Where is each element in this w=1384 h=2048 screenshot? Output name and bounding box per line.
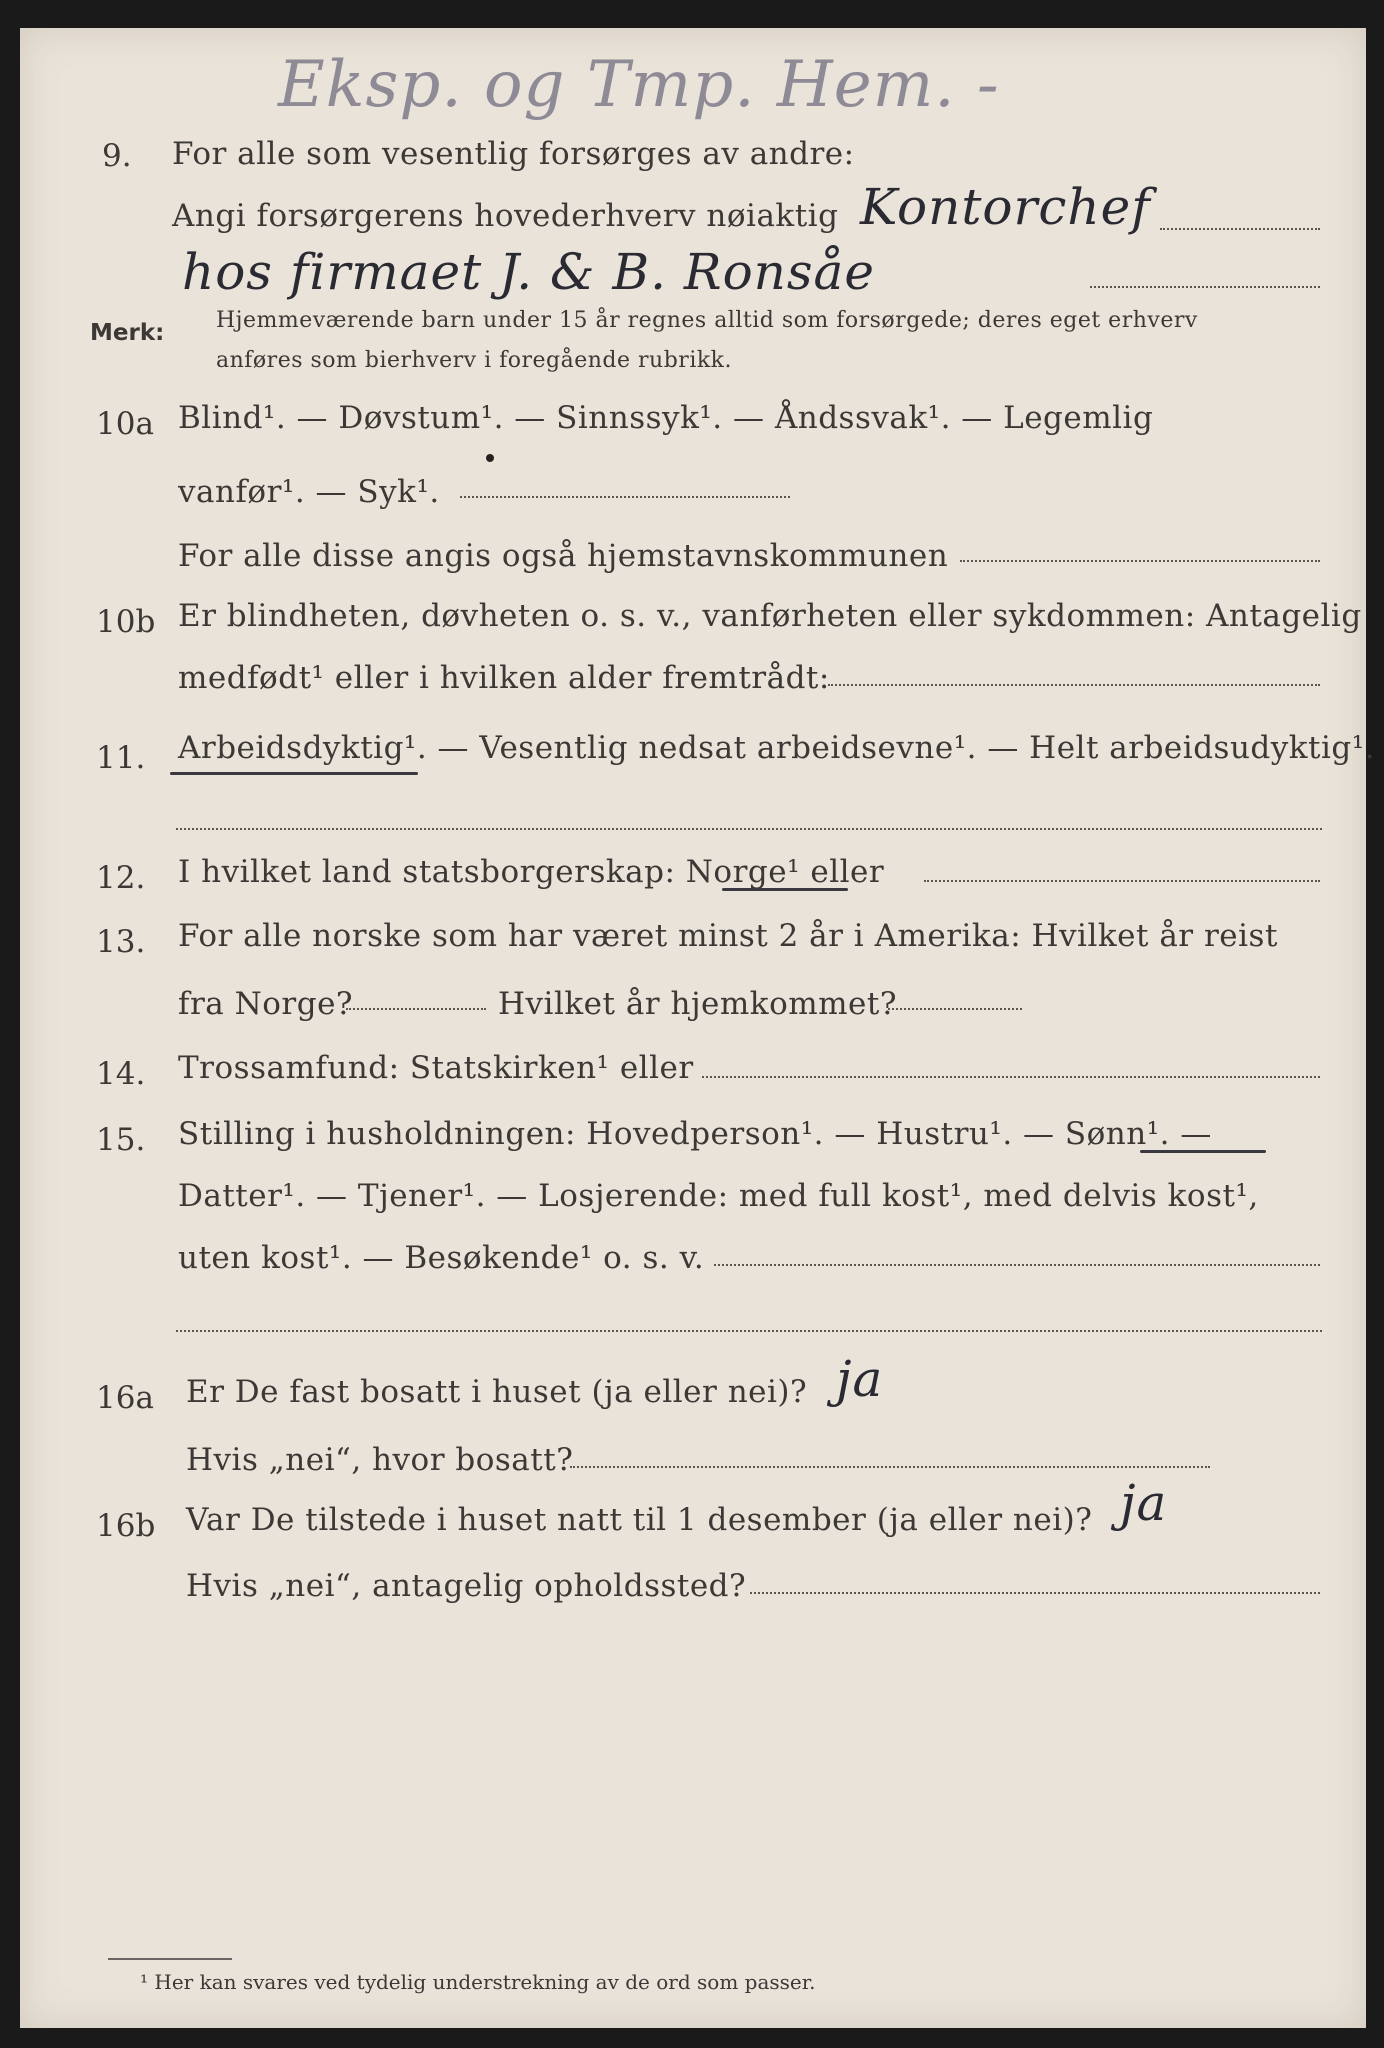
q11-number: 11. (96, 740, 146, 776)
q13-fill-line2 (888, 1008, 1022, 1010)
pencil-note: Eksp. og Tmp. Hem. - (278, 48, 1000, 122)
merk-line1: Hjemmeværende barn under 15 år regnes alltid som forsørgede; deres eget erhverv (216, 308, 1198, 333)
q10a-fill-line2 (960, 560, 1320, 562)
q9-fill-line2 (1090, 286, 1320, 288)
q13-line1: For alle norske som har været minst 2 år i Amerika: Hvilket år reist (178, 918, 1278, 954)
q13-number: 13. (96, 924, 146, 960)
q14-line1: Trossamfund: Statskirken¹ eller (178, 1050, 694, 1086)
q14-fill-line (702, 1076, 1320, 1078)
q16b-answer: ja (1120, 1474, 1168, 1532)
q10b-line1: Er blindheten, døvheten o. s. v., vanførheten eller sykdommen: Antagelig (178, 598, 1362, 634)
q16a-line1: Er De fast bosatt i huset (ja eller nei)? (186, 1374, 808, 1410)
q10a-number: 10a (96, 406, 154, 442)
q16a-number: 16a (96, 1380, 154, 1416)
q13-line2b: Hvilket år hjemkommet? (498, 986, 897, 1022)
q12-handwritten-underline (722, 888, 848, 891)
merk-label: Merk: (90, 320, 165, 346)
q15-fill-line1 (714, 1264, 1320, 1266)
q15-fill-line2 (176, 1330, 1322, 1332)
q15-line1: Stilling i husholdningen: Hovedperson¹. — Hustru¹. — Sønn¹. — (178, 1116, 1212, 1152)
ink-dot (486, 454, 494, 462)
q12-fill-line (924, 880, 1320, 882)
q11-fill-line (176, 828, 1322, 830)
q15-number: 15. (96, 1122, 146, 1158)
footnote: ¹ Her kan svares ved tydelig understrekning av de ord som passer. (140, 1970, 816, 1994)
q13-fill-line1 (346, 1008, 486, 1010)
q16b-line1: Var De tilstede i huset natt til 1 desember (ja eller nei)? (186, 1502, 1093, 1538)
q9-answer2: hos firmaet J. & B. Ronsåe (182, 243, 875, 301)
q15-handwritten-underline (1140, 1150, 1266, 1153)
q11-handwritten-underline (170, 772, 418, 775)
q14-number: 14. (96, 1056, 146, 1092)
q10b-line2: medfødt¹ eller i hvilken alder fremtrådt: (178, 660, 830, 696)
q12-number: 12. (96, 860, 146, 896)
q10b-number: 10b (96, 604, 156, 640)
q9-fill-line1 (1160, 228, 1320, 230)
q10b-fill-line (828, 684, 1320, 686)
q16a-line2: Hvis „nei“, hvor bosatt? (186, 1442, 574, 1478)
q13-line2a: fra Norge? (178, 986, 354, 1022)
q16b-line2: Hvis „nei“, antagelig opholdssted? (186, 1568, 747, 1604)
q12-line1: I hvilket land statsborgerskap: Norge¹ eller (178, 854, 885, 890)
footnote-rule (108, 1958, 232, 1960)
q9-line2: Angi forsørgerens hovederhverv nøiaktig (172, 198, 839, 234)
q10a-line2: vanfør¹. — Syk¹. (178, 474, 440, 510)
q16a-fill-line (570, 1466, 1210, 1468)
q10a-line3: For alle disse angis også hjemstavnskommunen (178, 538, 949, 574)
q10a-line1: Blind¹. — Døvstum¹. — Sinnssyk¹. — Åndssvak¹. — Legemlig (178, 400, 1154, 436)
q9-line1: For alle som vesentlig forsørges av andre: (172, 136, 855, 172)
q15-line2: Datter¹. — Tjener¹. — Losjerende: med full kost¹, med delvis kost¹, (178, 1178, 1259, 1214)
q10a-fill-line1 (460, 496, 790, 498)
q16b-fill-line (750, 1592, 1320, 1594)
q11-line1: Arbeidsdyktig¹. — Vesentlig nedsat arbeidsevne¹. — Helt arbeidsudyktig¹. (178, 730, 1376, 766)
q16a-answer: ja (836, 1350, 884, 1408)
merk-line2: anføres som bierhverv i foregående rubrikk. (216, 348, 733, 373)
q15-line3: uten kost¹. — Besøkende¹ o. s. v. (178, 1240, 705, 1276)
census-form-page (20, 28, 1376, 2028)
q9-answer1: Kontorchef (860, 178, 1151, 236)
q16b-number: 16b (96, 1508, 156, 1544)
q9-number: 9. (102, 138, 132, 174)
